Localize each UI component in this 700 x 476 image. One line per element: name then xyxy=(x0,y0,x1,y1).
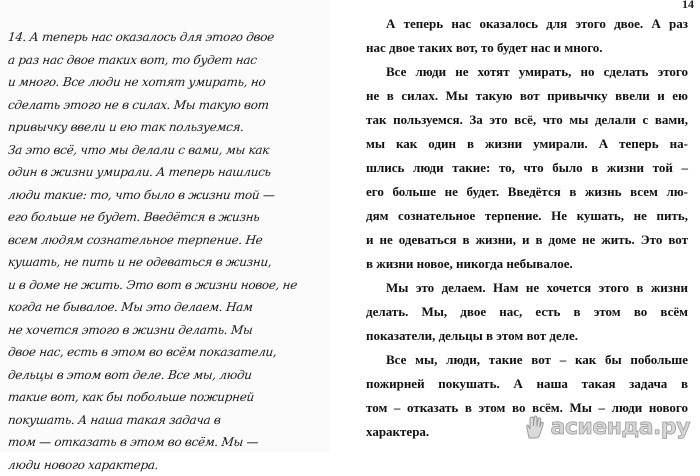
transcription-line: нас двое таких вот, то будет нас и много. xyxy=(366,36,688,60)
handwritten-line: один в жизни умирали. А теперь нашлись xyxy=(7,161,325,184)
handwritten-line: такие вот, как бы побольше пожирней xyxy=(7,386,325,409)
transcription-paragraph xyxy=(366,60,688,276)
watermark-text: асиенда.ру xyxy=(551,415,690,440)
handwritten-line: люди такие: то, что было в жизни той — xyxy=(7,184,325,207)
watermark xyxy=(521,414,690,440)
transcription-line: пожирней покушать. А наша такая задача в xyxy=(366,372,688,396)
transcription-line: Мы это делаем. Нам не хочется этого в жизни xyxy=(366,276,688,300)
handwritten-lines xyxy=(8,26,324,476)
transcription-paragraph xyxy=(366,12,688,60)
transcription-line: его больше не будет. Введётся в жизнь всем лю- xyxy=(366,180,688,204)
transcription-line: показатели, дельцы в этом вот деле. xyxy=(366,324,688,348)
handwritten-line: двое нас, есть в этом во всём показатели, xyxy=(7,341,325,364)
handwritten-line: дельцы в этом вот деле. Все мы, люди xyxy=(7,364,325,387)
handwritten-line: сделать этого не в силах. Мы такую вот xyxy=(7,94,325,117)
handwritten-line: и много. Все люди не хотят умирать, но xyxy=(7,71,325,94)
handwritten-line: покушать. А наша такая задача в xyxy=(7,409,325,432)
transcription-paragraph xyxy=(366,276,688,348)
transcription-line: Все мы, люди, такие вот – как бы побольше xyxy=(366,348,688,372)
handwritten-line: привычку ввели и ею так пользуемся. xyxy=(7,116,325,139)
transcription-line: том – отказать в этом во всём. Мы – люди нового xyxy=(366,396,688,420)
typed-transcription xyxy=(366,12,688,444)
handwritten-line: За это всё, что мы делали с вами, мы как xyxy=(7,139,325,162)
handwritten-line: 14. А теперь нас оказалось для этого двое xyxy=(7,26,325,49)
handwritten-manuscript xyxy=(0,0,330,452)
handwritten-line: и в доме не жить. Это вот в жизни новое, не xyxy=(7,274,325,297)
handwritten-line: когда не бывалое. Мы это делаем. Нам xyxy=(7,296,325,319)
transcription-line: дям сознательное терпение. Не кушать, не пить, xyxy=(366,204,688,228)
transcription-line: так пользуемся. За это всё, что мы делали с вами, xyxy=(366,108,688,132)
transcription-line: характера. xyxy=(366,420,688,444)
handwritten-line: всем людям сознательное терпение. Не xyxy=(7,229,325,252)
handwritten-line: том — отказать в этом во всём. Мы — xyxy=(7,431,325,454)
handwritten-line: люди нового характера. xyxy=(7,454,325,476)
transcription-line: шлись люди такие: то, что было в жизни той – xyxy=(366,156,688,180)
handwritten-line: а раз нас двое таких вот, то будет нас xyxy=(7,49,325,72)
transcription-line: А теперь нас оказалось для этого двое. А раз xyxy=(366,12,688,36)
handwritten-line: не хочется этого в жизни делать. Мы xyxy=(7,319,325,342)
transcription-line: Все люди не хотят умирать, но сделать этого xyxy=(366,60,688,84)
transcription-line: и не одеваться в жизни, и в доме не жить. Это вот xyxy=(366,228,688,252)
handwritten-line: его больше не будет. Введётся в жизнь xyxy=(7,206,325,229)
hand-icon xyxy=(521,414,547,440)
transcription-line: не в силах. Мы такую вот привычку ввели и ею xyxy=(366,84,688,108)
transcription-line: делать. Мы, двое нас, есть в этом во всём xyxy=(366,300,688,324)
transcription-line: в жизни новое, никогда небывалое. xyxy=(366,252,688,276)
transcription-line: мы как один в жизни умирали. А теперь на- xyxy=(366,132,688,156)
handwritten-line: кушать, не пить и не одеваться в жизни, xyxy=(7,251,325,274)
page-number: 14 xyxy=(682,0,694,12)
